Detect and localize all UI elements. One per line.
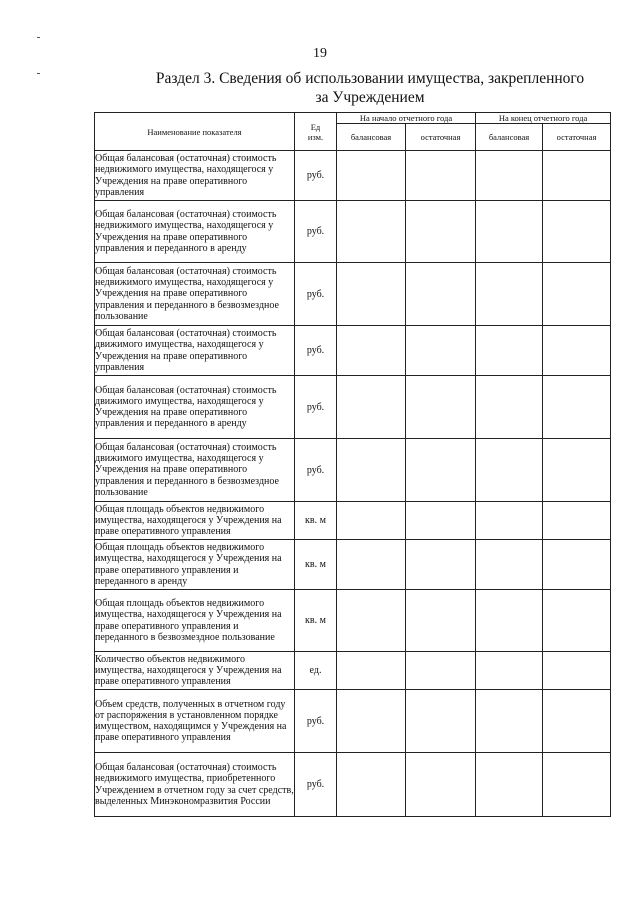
value-cell[interactable] — [337, 439, 406, 502]
value-cell[interactable] — [543, 263, 611, 326]
value-cell[interactable] — [406, 590, 476, 652]
table-row — [95, 326, 611, 376]
table-row — [95, 753, 611, 817]
value-cell[interactable] — [406, 376, 476, 439]
unit-cell: руб. — [295, 376, 337, 439]
value-cell[interactable] — [543, 326, 611, 376]
value-cell[interactable] — [406, 540, 476, 590]
value-cell[interactable] — [476, 151, 543, 201]
indicator-name: Общая площадь объектов недвижимого имущества, находящегося у Учреждения на праве оперативного управления — [95, 502, 295, 540]
table-row — [95, 590, 611, 652]
value-cell[interactable] — [543, 376, 611, 439]
value-cell[interactable] — [476, 753, 543, 817]
value-cell[interactable] — [476, 540, 543, 590]
column-header-start-balance: балансовая — [337, 124, 406, 151]
section-title-line-2: за Учреждением — [315, 89, 425, 106]
unit-cell: руб. — [295, 263, 337, 326]
value-cell[interactable] — [476, 690, 543, 753]
column-header-unit — [295, 113, 337, 151]
indicator-name: Общая балансовая (остаточная) стоимость движимого имущества, находящегося у Учреждения на праве оперативного управления и переданного в безвозмездное пользование — [95, 439, 295, 502]
value-cell[interactable] — [337, 502, 406, 540]
value-cell[interactable] — [406, 151, 476, 201]
value-cell[interactable] — [543, 753, 611, 817]
value-cell[interactable] — [337, 376, 406, 439]
unit-cell: руб. — [295, 326, 337, 376]
indicator-name: Общая балансовая (остаточная) стоимость недвижимого имущества, находящегося у Учреждения на праве оперативного управления и переданного в аренду — [95, 201, 295, 263]
value-cell[interactable] — [406, 652, 476, 690]
scan-speck — [37, 73, 40, 74]
value-cell[interactable] — [543, 540, 611, 590]
value-cell[interactable] — [543, 590, 611, 652]
value-cell[interactable] — [337, 201, 406, 263]
value-cell[interactable] — [406, 263, 476, 326]
value-cell[interactable] — [406, 753, 476, 817]
value-cell[interactable] — [543, 690, 611, 753]
unit-cell: кв. м — [295, 502, 337, 540]
table-row — [95, 439, 611, 502]
page-number: 19 — [313, 46, 327, 61]
unit-header-text: Ед изм. — [307, 121, 324, 142]
table-row — [95, 502, 611, 540]
table-row — [95, 540, 611, 590]
value-cell[interactable] — [337, 652, 406, 690]
value-cell[interactable] — [406, 690, 476, 753]
value-cell[interactable] — [476, 590, 543, 652]
property-usage-table — [94, 112, 611, 817]
scan-speck — [37, 37, 40, 38]
column-header-start-residual: остаточная — [406, 124, 476, 151]
column-header-end-residual: остаточная — [543, 124, 611, 151]
value-cell[interactable] — [476, 263, 543, 326]
value-cell[interactable] — [337, 540, 406, 590]
value-cell[interactable] — [406, 439, 476, 502]
value-cell[interactable] — [476, 439, 543, 502]
table-row — [95, 151, 611, 201]
unit-cell: руб. — [295, 439, 337, 502]
table-row — [95, 376, 611, 439]
unit-cell: руб. — [295, 151, 337, 201]
indicator-name: Количество объектов недвижимого имущества, находящегося у Учреждения на праве оперативного управления — [95, 652, 295, 690]
value-cell[interactable] — [543, 151, 611, 201]
value-cell[interactable] — [476, 502, 543, 540]
column-header-end-balance: балансовая — [476, 124, 543, 151]
section-title — [100, 69, 640, 107]
unit-cell: кв. м — [295, 590, 337, 652]
value-cell[interactable] — [476, 326, 543, 376]
indicator-name: Общая балансовая (остаточная) стоимость движимого имущества, находящегося у Учреждения на праве оперативного управления — [95, 326, 295, 376]
section-title-line-1: Раздел 3. Сведения об использовании имущества, закрепленного — [155, 70, 585, 87]
indicator-name: Общая балансовая (остаточная) стоимость недвижимого имущества, приобретенного Учреждением в отчетном году за счет средств, выделенных Минэкономразвития России — [95, 753, 295, 817]
value-cell[interactable] — [543, 439, 611, 502]
indicator-name: Общая площадь объектов недвижимого имущества, находящегося у Учреждения на праве оперативного управления и переданного в безвозмездное пользование — [95, 590, 295, 652]
unit-cell: кв. м — [295, 540, 337, 590]
indicator-name: Объем средств, полученных в отчетном году от распоряжения в установленном порядке имуществом, находящимся у Учреждения на праве оперативного управления — [95, 690, 295, 753]
column-group-end-of-year: На конец отчетного года — [476, 113, 611, 124]
unit-cell: ед. — [295, 652, 337, 690]
indicator-name: Общая площадь объектов недвижимого имущества, находящегося у Учреждения на праве оперативного управления и переданного в аренду — [95, 540, 295, 590]
indicator-name: Общая балансовая (остаточная) стоимость недвижимого имущества, находящегося у Учреждения на праве оперативного управления и переданного в безвозмездное пользование — [95, 263, 295, 326]
column-group-start-of-year: На начало отчетного года — [337, 113, 476, 124]
value-cell[interactable] — [543, 502, 611, 540]
value-cell[interactable] — [543, 201, 611, 263]
value-cell[interactable] — [406, 502, 476, 540]
value-cell[interactable] — [476, 376, 543, 439]
unit-cell: руб. — [295, 201, 337, 263]
value-cell[interactable] — [337, 753, 406, 817]
table-row — [95, 652, 611, 690]
value-cell[interactable] — [476, 201, 543, 263]
value-cell[interactable] — [406, 326, 476, 376]
value-cell[interactable] — [337, 690, 406, 753]
table-row — [95, 263, 611, 326]
unit-cell: руб. — [295, 753, 337, 817]
value-cell[interactable] — [337, 263, 406, 326]
indicator-name: Общая балансовая (остаточная) стоимость недвижимого имущества, находящегося у Учреждения на праве оперативного управления — [95, 151, 295, 201]
indicator-name: Общая балансовая (остаточная) стоимость движимого имущества, находящегося у Учреждения на праве оперативного управления и переданного в аренду — [95, 376, 295, 439]
value-cell[interactable] — [337, 590, 406, 652]
value-cell[interactable] — [337, 326, 406, 376]
value-cell[interactable] — [337, 151, 406, 201]
value-cell[interactable] — [406, 201, 476, 263]
column-header-name: Наименование показателя — [95, 113, 295, 151]
value-cell[interactable] — [476, 652, 543, 690]
value-cell[interactable] — [543, 652, 611, 690]
table-row — [95, 201, 611, 263]
unit-cell: руб. — [295, 690, 337, 753]
table-row — [95, 690, 611, 753]
